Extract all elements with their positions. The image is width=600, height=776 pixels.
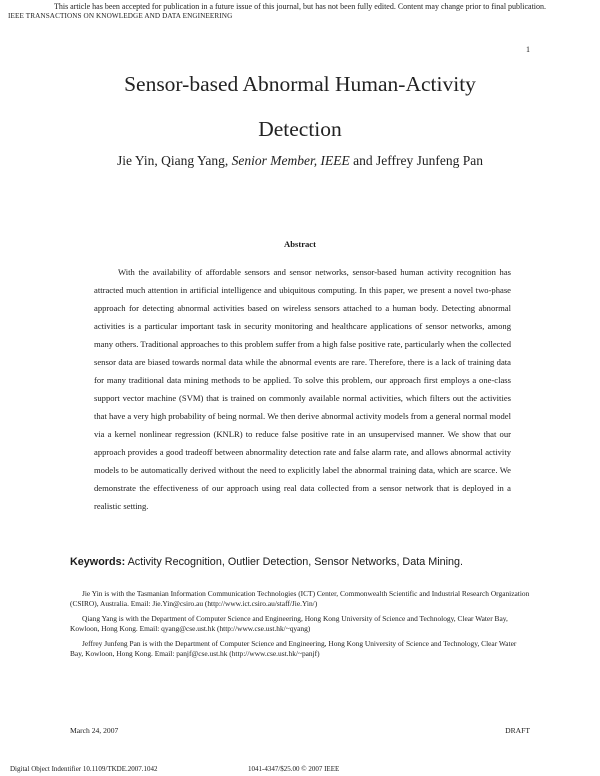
keywords-label: Keywords: [70,556,126,568]
author-footnote: Qiang Yang is with the Department of Computer Science and Engineering, Hong Kong University of Science and Technology, Clear Water Bay, Kowloon, Hong Kong. Email: qyang@cse.ust.hk (http://www.cse.ust.hk/~qyang) [70,614,508,633]
doi-identifier: Digital Object Indentifier 10.1109/TKDE.2007.1042 [10,765,158,773]
author-list [40,152,560,170]
journal-name: IEEE TRANSACTIONS ON KNOWLEDGE AND DATA ENGINEERING [8,12,233,20]
paper-title-line-2: Detection [258,117,342,141]
keywords [70,555,540,569]
author-role: Senior Member, IEEE [231,153,350,168]
copyright-line: 1041-4347/$25.00 © 2007 IEEE [248,765,340,773]
paper-title-line-1: Sensor-based Abnormal Human-Activity [124,72,476,96]
authors-first: Jie Yin, Qiang Yang, [117,153,232,168]
author-footnote: Jeffrey Junfeng Pan is with the Department of Computer Science and Engineering, Hong Kong University of Science and Technology, Clear Water Bay, Kowloon, Hong Kong. Email: panjf@cse.ust.hk (http://www.cse.ust.hk/~panjf) [70,639,517,658]
author-footnote: Jie Yin is with the Tasmanian Information Communication Technologies (ICT) Center, Commonwealth Scientific and Industrial Research Organization (CSIRO), Australia. Email: Jie.Yin@csiro.au (http://www.ict.csiro.au/staff/Jie.Yin/) [70,589,530,608]
abstract-body: With the availability of affordable sensors and sensor networks, sensor-based human activity recognition has attracted much attention in artificial intelligence and ubiquitous computing. In this paper, we present a novel two-phase approach for detecting abnormal activities based on wireless sensors attached to a human body. Detecting abnormal activities is a particular important task in security monitoring and healthcare applications of sensor networks, among many others. Traditional approaches to this problem suffer from a high false positive rate, particularly when the collected sensor data are biased towards normal data while the abnormal events are rare. Therefore, there is a lack of training data for many traditional data mining methods to be applied. To solve this problem, our approach first employs a one-class support vector machine (SVM) that is trained on commonly available normal activities, which filters out the activities that have a very high probability of being normal. We then derive abnormal activity models from a general normal model via a kernel nonlinear regression (KNLR) to reduce false positive rate in an unsupervised manner. We show that our approach provides a good tradeoff between abnormality detection rate and false alarm rate, and allows abnormal activity models to be automatically derived without the need to explicitly label the abnormal training data, which are scarce. We demonstrate the effectiveness of our approach using real data collected from a sensor network that is deployed in a realistic setting. [94,267,511,511]
keywords-text: Activity Recognition, Outlier Detection, Sensor Networks, Data Mining. [125,556,464,568]
abstract-heading: Abstract [284,239,316,249]
draft-date: March 24, 2007 [70,726,119,735]
draft-label: DRAFT [505,726,530,735]
authors-last: and Jeffrey Junfeng Pan [349,153,483,168]
page-number: 1 [526,45,530,54]
publication-notice: This article has been accepted for publication in a future issue of this journal, but has not been fully edited. Content may change prior to final publication. [53,2,547,11]
